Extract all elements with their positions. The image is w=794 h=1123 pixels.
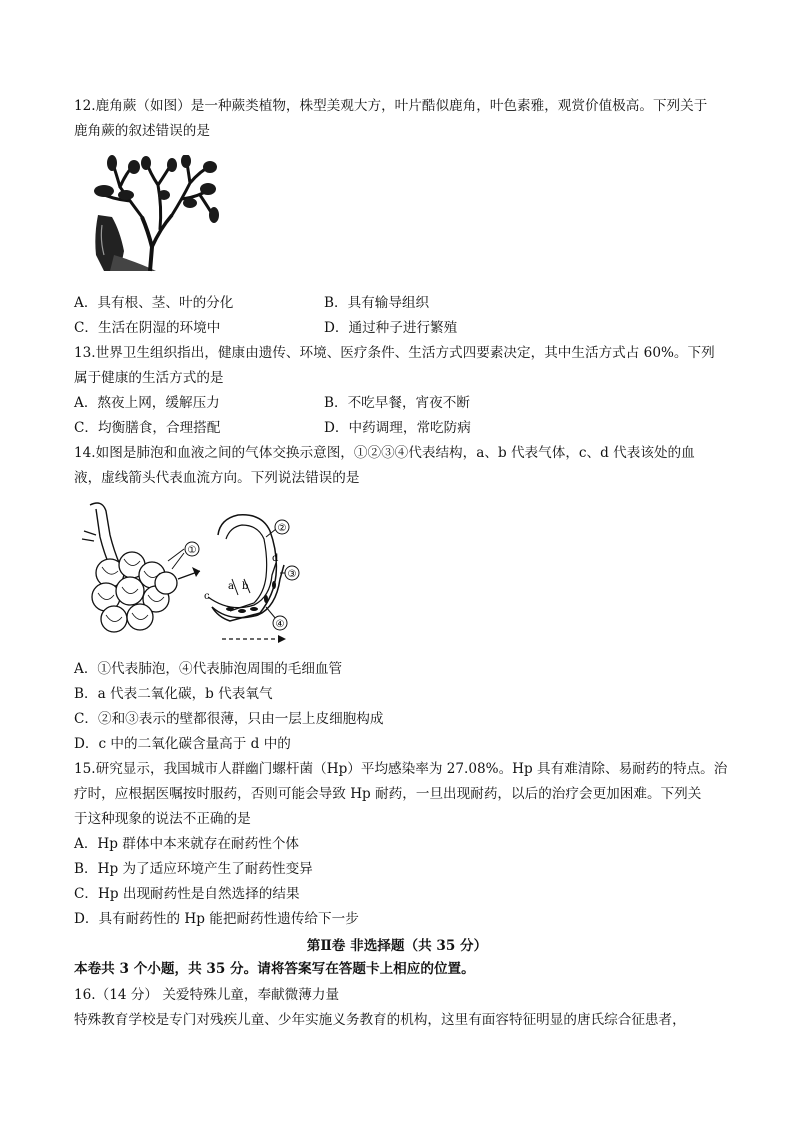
fig-label-2: ② (277, 523, 287, 534)
q15-option-b: B．Hp 为了适应环境产生了耐药性变异 (74, 861, 313, 877)
q12-stem-line1: 12.鹿角蕨（如图）是一种蕨类植物，株型美观大方，叶片酷似鹿角，叶色素雅，观赏价值极高。下列关于 (74, 98, 708, 114)
q12-option-c: C．生活在阴湿的环境中 (74, 320, 221, 336)
fig-label-d: d (272, 553, 279, 564)
q12-option-b: B．具有输导组织 (324, 295, 430, 311)
q15-stem-line1: 15.研究显示，我国城市人群幽门螺杆菌（Hp）平均感染率为 27.08%。Hp 具有难清除、易耐药的特点。治 (74, 761, 728, 777)
q13-stem-line2: 属于健康的生活方式的是 (74, 370, 224, 386)
q12-option-a: A．具有根、茎、叶的分化 (74, 295, 234, 311)
q13-option-d: D．中药调理，常吃防病 (324, 420, 471, 436)
fig-label-4: ④ (275, 619, 285, 630)
fig-label-1: ① (187, 545, 197, 556)
q14-stem-line1: 14.如图是肺泡和血液之间的气体交换示意图，①②③④代表结构，a、b 代表气体，c、d 代表该处的血 (74, 445, 695, 461)
q14-option-d: D．c 中的二氧化碳含量高于 d 中的 (74, 736, 291, 752)
fig-label-c: c (204, 591, 210, 602)
q13-option-a: A．熬夜上网，缓解压力 (74, 395, 220, 411)
q12-stem-line2: 鹿角蕨的叙述错误的是 (74, 123, 210, 139)
q16-heading: 16.（14 分） 关爱特殊儿童，奉献微薄力量 (74, 987, 340, 1003)
q13-stem-line1: 13.世界卫生组织指出，健康由遗传、环境、医疗条件、生活方式四要素决定，其中生活方式占 60%。下列 (74, 345, 715, 361)
section2-title: 第Ⅱ卷 非选择题（共 35 分） (306, 938, 488, 954)
q14-option-a: A．①代表肺泡，④代表肺泡周围的毛细血管 (74, 661, 343, 677)
q14-option-b: B．a 代表二氧化碳，b 代表氧气 (74, 686, 273, 702)
fig-label-a: a (228, 581, 234, 592)
q15-option-d: D．具有耐药性的 Hp 能把耐药性遗传给下一步 (74, 911, 359, 927)
q15-stem-line3: 于这种现象的说法不正确的是 (74, 811, 251, 827)
q15-option-c: C．Hp 出现耐药性是自然选择的结果 (74, 886, 300, 902)
fig-label-3: ③ (287, 569, 297, 580)
q14-stem-line2: 液，虚线箭头代表血流方向。下列说法错误的是 (74, 470, 360, 486)
q12-option-d: D．通过种子进行繁殖 (324, 320, 458, 336)
q13-option-c: C．均衡膳食，合理搭配 (74, 420, 221, 436)
q16-body-line1: 特殊教育学校是专门对残疾儿童、少年实施义务教育的机构，这里有面容特征明显的唐氏综合征患者， (74, 1012, 686, 1028)
fig-label-b: b (242, 581, 249, 592)
q15-option-a: A．Hp 群体中本来就存在耐药性个体 (74, 836, 300, 852)
section2-instruction: 本卷共 3 个小题，共 35 分。请将答案写在答题卡上相应的位置。 (74, 961, 475, 977)
q14-option-c: C．②和③表示的壁都很薄，只由一层上皮细胞构成 (74, 711, 384, 727)
alveolus-gas-exchange-figure (80, 495, 310, 645)
staghorn-fern-figure (90, 155, 220, 275)
q13-option-b: B．不吃早餐，宵夜不断 (324, 395, 470, 411)
q15-stem-line2: 疗时，应根据医嘱按时服药，否则可能会导致 Hp 耐药，一旦出现耐药，以后的治疗会更加困难。下列关 (74, 786, 702, 802)
